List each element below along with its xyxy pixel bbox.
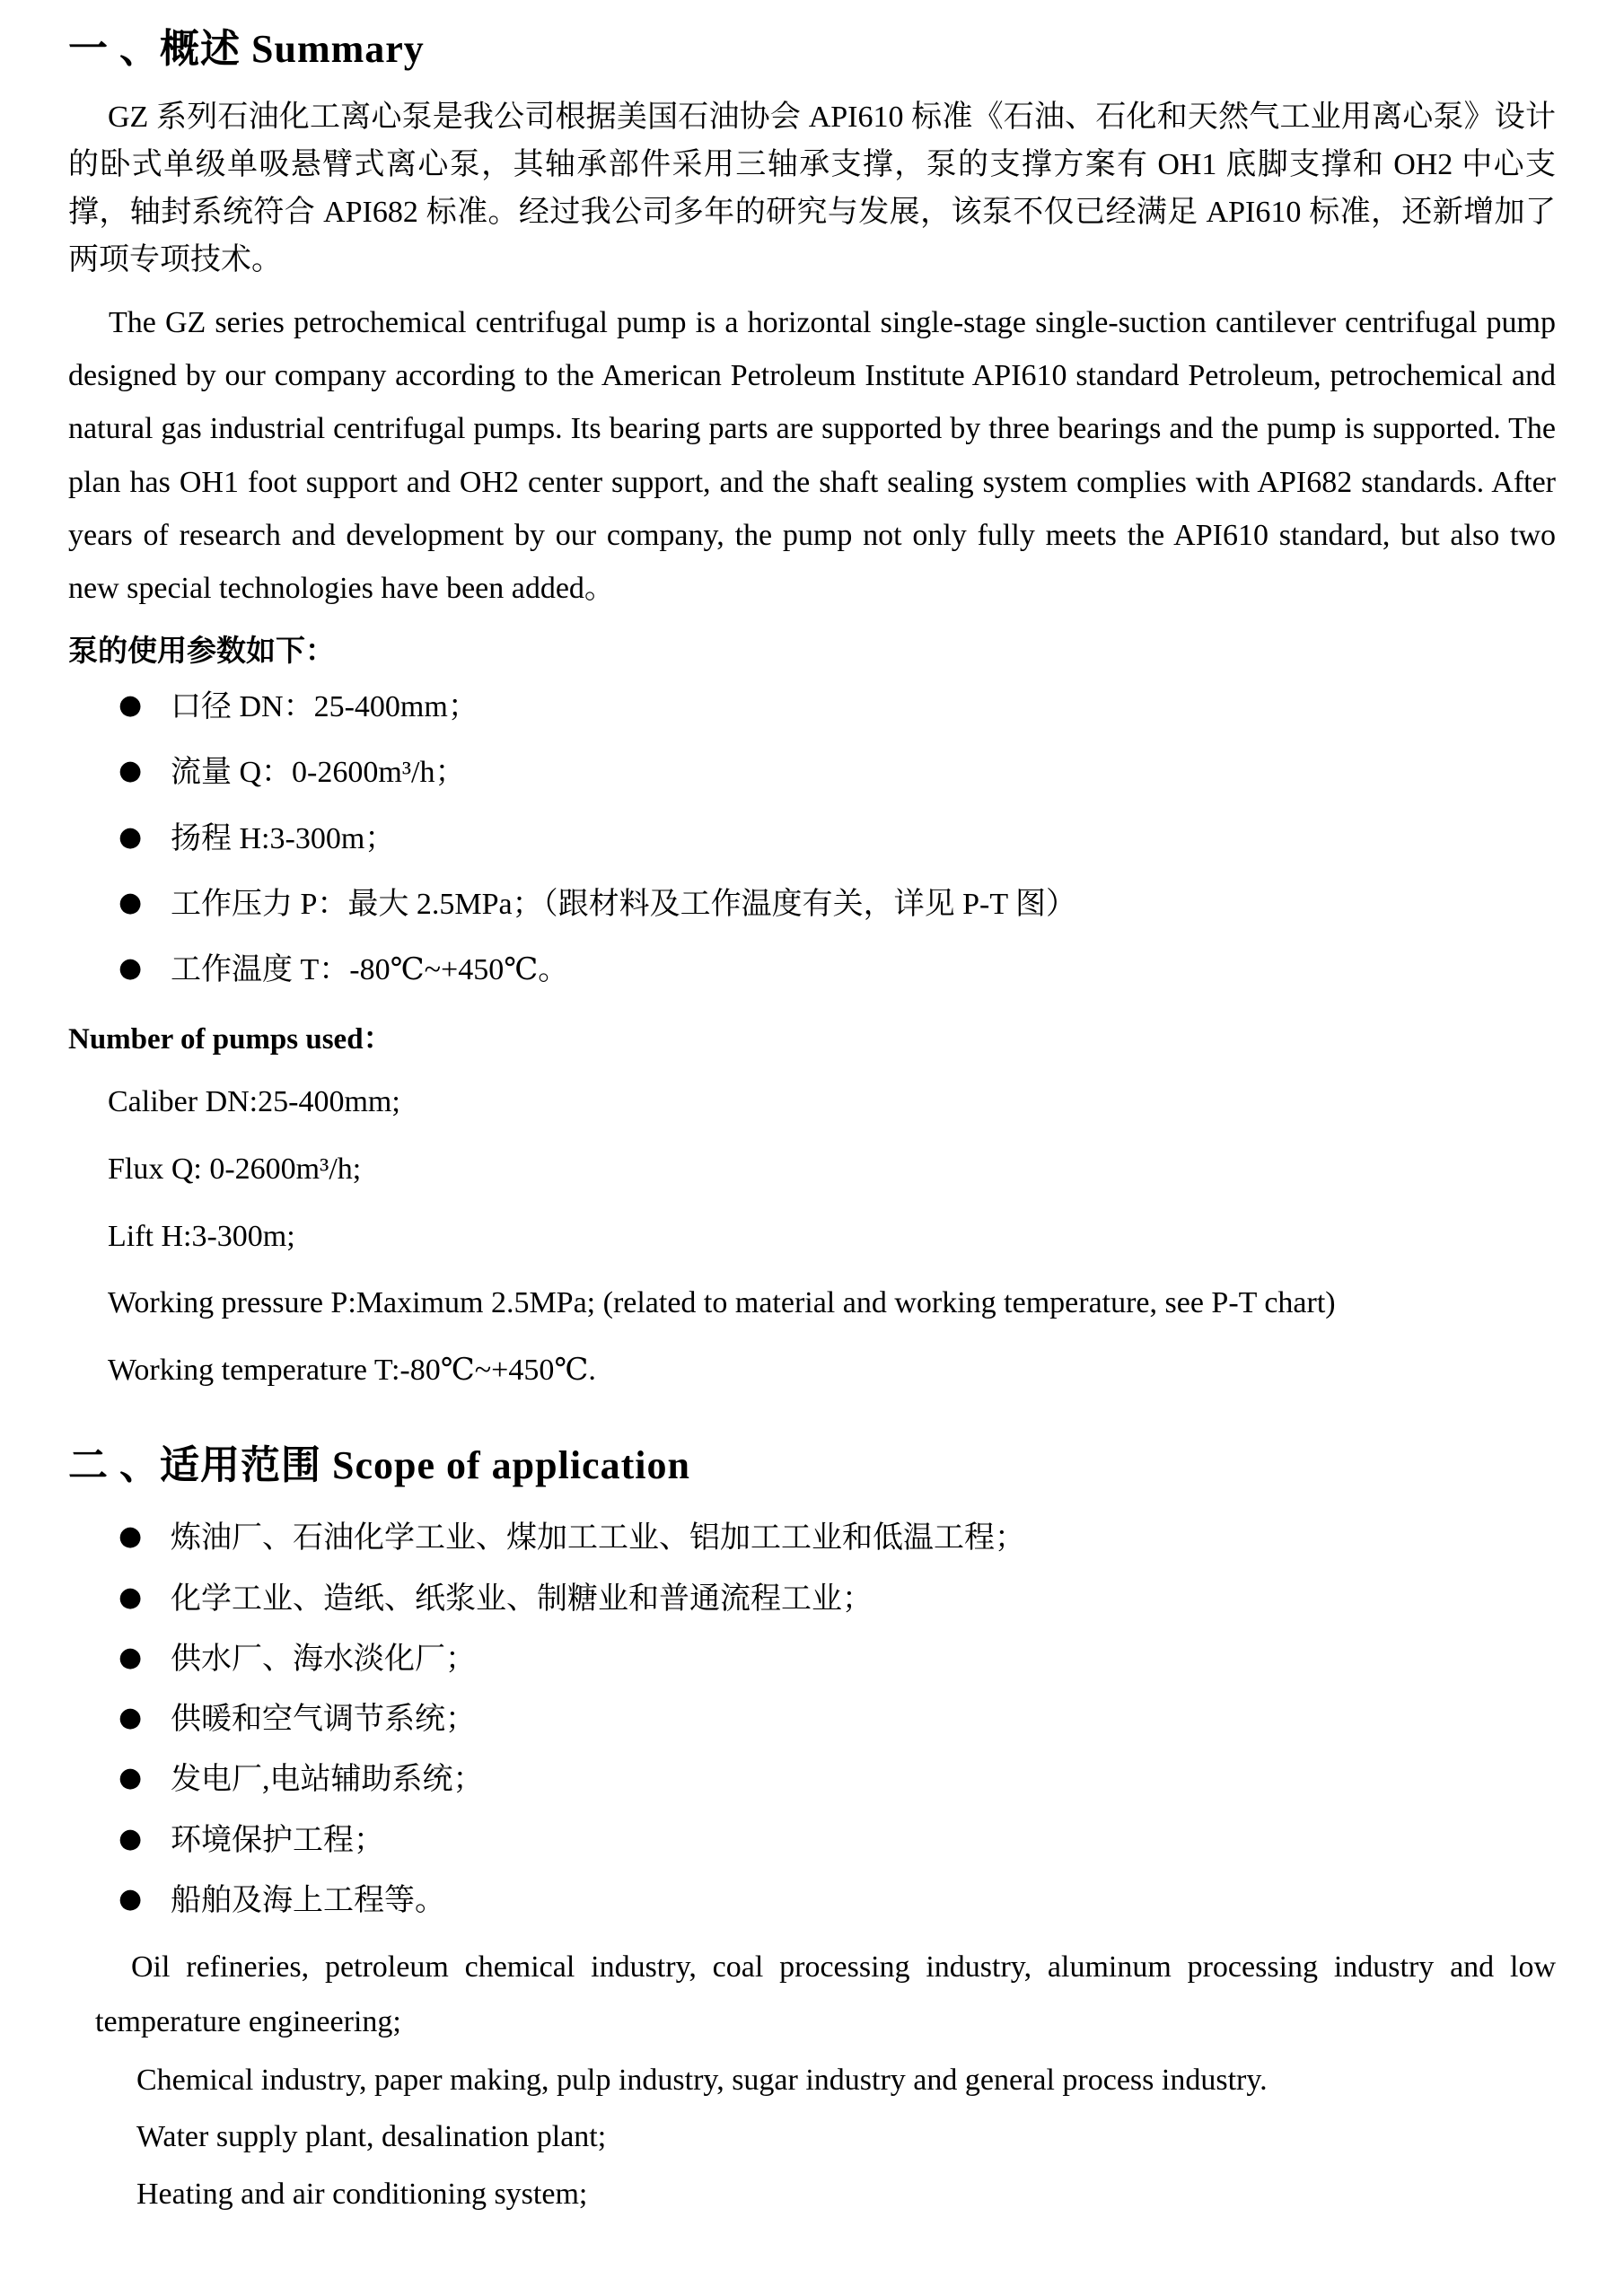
pump-param-en-item: Working pressure P:Maximum 2.5MPa; (related to material and working temperature, see P-T chart) — [108, 1286, 1336, 1320]
bullet-icon: ● — [119, 1882, 143, 1915]
pump-params-list-zh — [68, 686, 1556, 992]
pump-param-text: 工作温度 T：-80℃~+450℃。 — [171, 953, 569, 987]
section-2-heading: 二 、适用范围 Scope of application — [68, 1443, 690, 1488]
summary-paragraph-zh: GZ 系列石油化工离心泵是我公司根据美国石油协会 API610 标准《石油、石化和天然气工业用离心泵》设计的卧式单级单吸悬臂式离心泵，其轴承部件采用三轴承支撑，泵的支撑方案有 OH1 底脚支撑和 OH2 中心支撑，轴封系统符合 API682 标准。经过我公司多年的研究与发展，该泵不仅已经满足 API610 标准，还新增加了两项专项技术。 — [68, 101, 1556, 277]
scope-item-text: 船舶及海上工程等。 — [171, 1883, 445, 1917]
scope-item — [119, 1698, 1556, 1741]
scope-item-text: 发电厂,电站辅助系统； — [171, 1763, 484, 1797]
scope-item — [119, 1638, 1556, 1681]
bullet-icon: ● — [119, 820, 143, 853]
bullet-icon: ● — [119, 1822, 143, 1854]
scope-item-text: 供水厂、海水淡化厂； — [171, 1642, 476, 1676]
scope-paragraph-en: Heating and air conditioning system; — [136, 2177, 588, 2211]
pump-param-en-item: Caliber DN:25-400mm; — [108, 1085, 400, 1119]
scope-paragraph-en: Chemical industry, paper making, pulp industry, sugar industry and general process industry. — [136, 2063, 1268, 2097]
scope-item-text: 环境保护工程； — [171, 1823, 384, 1857]
pump-param-en-item: Flux Q: 0-2600m³/h; — [108, 1152, 362, 1186]
pump-param-item — [119, 818, 1556, 861]
scope-item — [119, 1758, 1556, 1801]
bullet-icon: ● — [119, 689, 143, 722]
bullet-icon: ● — [119, 1520, 143, 1553]
pump-param-en-item: Working temperature T:-80℃~+450℃. — [108, 1353, 596, 1387]
bullet-icon: ● — [119, 755, 143, 787]
bullet-icon: ● — [119, 952, 143, 985]
pump-param-item — [119, 751, 1556, 794]
pump-params-heading-zh: 泵的使用参数如下： — [68, 635, 335, 669]
scope-item-text: 化学工业、造纸、纸浆业、制糖业和普通流程工业； — [171, 1582, 873, 1616]
bullet-icon: ● — [119, 1762, 143, 1794]
scope-item — [119, 1578, 1556, 1621]
bullet-icon: ● — [119, 1581, 143, 1613]
pump-param-text: 流量 Q：0-2600m³/h； — [171, 756, 466, 790]
section-1-heading: 一 、概述 Summary — [68, 27, 425, 71]
pump-param-item — [119, 883, 1556, 926]
scope-item — [119, 1819, 1556, 1862]
scope-list-zh — [68, 1517, 1556, 1923]
pump-param-text: 工作压力 P：最大 2.5MPa；（跟材料及工作温度有关，详见 P-T 图） — [171, 887, 1077, 921]
scope-item — [119, 1880, 1556, 1923]
pump-param-item — [119, 949, 1556, 992]
pump-param-item — [119, 686, 1556, 729]
pump-param-en-item: Lift H:3-300m; — [108, 1219, 295, 1253]
bullet-icon: ● — [119, 886, 143, 918]
pump-params-heading-en: Number of pumps used： — [68, 1023, 393, 1056]
scope-item-text: 供暖和空气调节系统； — [171, 1703, 476, 1737]
scope-item — [119, 1517, 1556, 1560]
bullet-icon: ● — [119, 1641, 143, 1673]
scope-item-text: 炼油厂、石油化学工业、煤加工工业、铝加工工业和低温工程； — [171, 1521, 1025, 1555]
scope-paragraph-en: Oil refineries, petroleum chemical industry, coal processing industry, aluminum processing industry and low temperature engineering; — [95, 1950, 1556, 2039]
bullet-icon: ● — [119, 1702, 143, 1734]
scope-paragraph-en: Water supply plant, desalination plant; — [136, 2120, 607, 2154]
pump-params-list-en — [68, 1081, 1556, 1391]
summary-paragraph-en: The GZ series petrochemical centrifugal pump is a horizontal single-stage single-suction cantilever centrifugal pump designed by our company according to the American Petroleum Institute API610 standard Petroleum, petrochemical and natural gas industrial centrifugal pumps. Its bearing parts are supported by three bearings and the pump is supported. The plan has OH1 foot support and OH2 center support, and the shaft sealing system complies with API682 standards. After years of research and development by our company, the pump not only fully meets the API610 standard, but also two new special technologies have been added。 — [68, 306, 1556, 605]
pump-param-text: 扬程 H:3-300m； — [171, 821, 396, 855]
pump-param-text: 口径 DN：25-400mm； — [171, 690, 478, 724]
